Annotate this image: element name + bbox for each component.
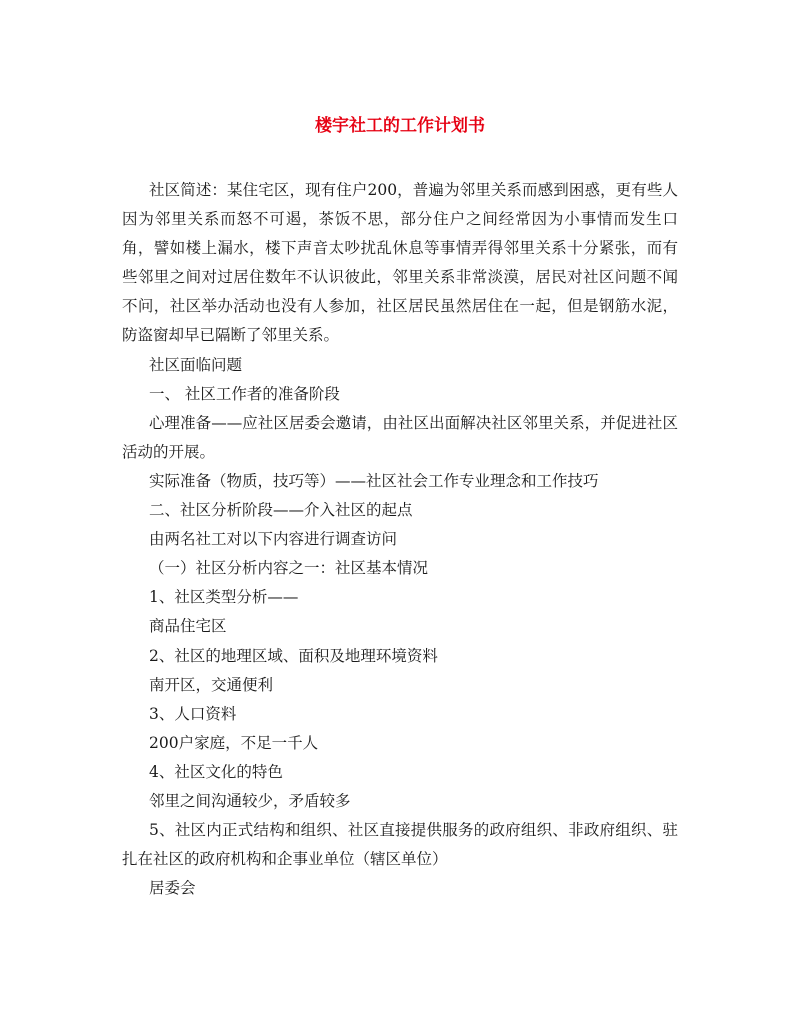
paragraph-practical-prep: 实际准备（物质，技巧等）——社区社会工作专业理念和工作技巧	[149, 471, 599, 490]
paragraph-item-2: 2、社区的地理区域、面积及地理环境资料	[149, 646, 438, 665]
paragraph-problems-heading: 社区面临问题	[149, 355, 243, 374]
paragraph-section-two-heading: 二、社区分析阶段——介入社区的起点	[149, 501, 413, 520]
document-title: 楼宇社工的工作计划书	[315, 116, 485, 136]
paragraph-section-one-heading: 一、 社区工作者的准备阶段	[149, 384, 340, 403]
paragraph-item-1: 1、社区类型分析——	[149, 588, 299, 607]
document-body	[122, 176, 678, 903]
paragraph-subsection-one: （一）社区分析内容之一：社区基本情况	[149, 559, 429, 578]
paragraph-item-5: 5、社区内正式结构和组织、社区直接提供服务的政府组织、非政府组织、驻扎在社区的政府机构和企事业单位（辖区单位）	[122, 821, 678, 869]
paragraph-community-overview: 社区简述：某住宅区，现有住户200，普遍为邻里关系而感到困惑，更有些人因为邻里关系而怒不可遏，茶饭不思，部分住户之间经常因为小事情而发生口角，譬如楼上漏水，楼下声音太吵扰乱休息等事情弄得邻里关系十分紧张，而有些邻里之间对过居住数年不认识彼此，邻里关系非常淡漠，居民对社区问题不闻不问，社区举办活动也没有人参加，社区居民虽然居住在一起，但是钢筋水泥，防盗窗却早已隔断了邻里关系。	[122, 181, 678, 345]
paragraph-item-3-answer: 200户家庭，不足一千人	[149, 733, 319, 752]
paragraph-item-4-answer: 邻里之间沟通较少，矛盾较多	[149, 791, 351, 810]
paragraph-psychological-prep: 心理准备——应社区居委会邀请，由社区出面解决社区邻里关系，并促进社区活动的开展。	[122, 413, 678, 461]
paragraph-survey-intro: 由两名社工对以下内容进行调查访问	[149, 530, 398, 549]
paragraph-item-2-answer: 南开区，交通便利	[149, 675, 274, 694]
paragraph-item-5-answer: 居委会	[149, 879, 196, 898]
paragraph-item-4: 4、社区文化的特色	[149, 762, 283, 781]
paragraph-item-3: 3、人口资料	[149, 704, 237, 723]
paragraph-item-1-answer: 商品住宅区	[149, 617, 227, 636]
